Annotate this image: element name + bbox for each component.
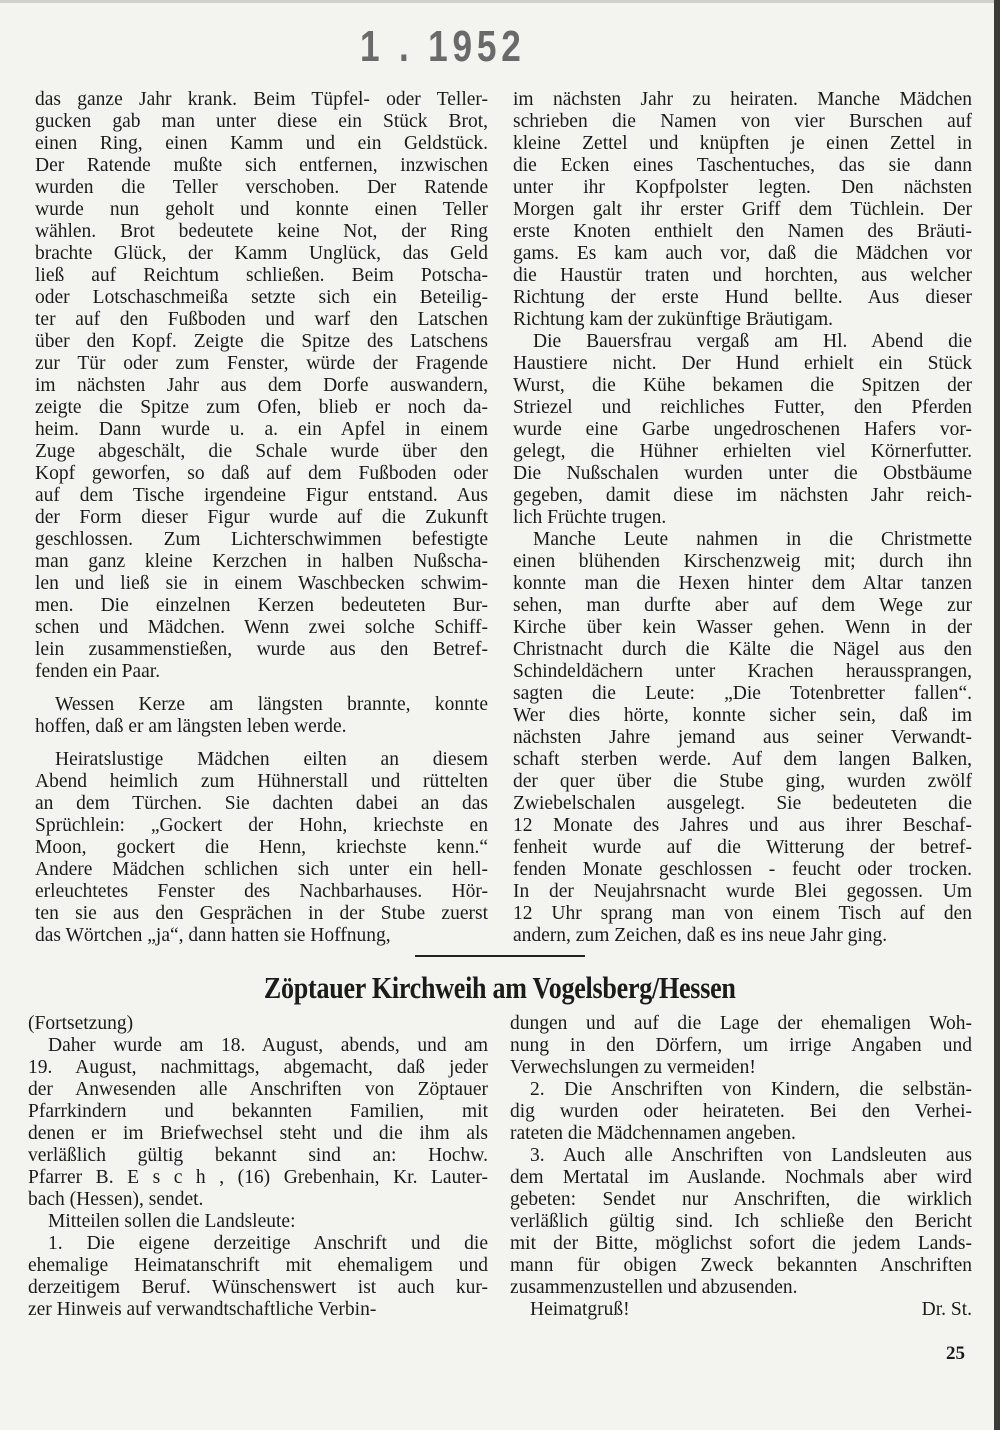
text-line: Richtung der erste Hund bellte. Aus dieser: [513, 287, 972, 308]
text-line: einen blühenden Kirschenzweig mit; durch ihn: [513, 551, 972, 572]
text-line: fenden Monate geschlossen - feucht oder trocken.: [513, 859, 972, 880]
text-line: 12 Monate des Jahres und aus ihrer Beschaf-: [513, 815, 972, 836]
page-number: 25: [946, 1343, 965, 1364]
text-line: ten sie aus den Gesprächen in der Stube zuerst: [35, 903, 488, 924]
text-line: Morgen galt ihr erster Griff dem Tüchlein. Der: [513, 199, 972, 220]
text-line: lich Früchte trugen.: [513, 507, 667, 528]
text-line: schen und Mädchen. Wenn zwei solche Schiff-: [35, 617, 488, 638]
text-line: mit der Bitte, möglichst sofort die jedem Lands-: [510, 1233, 972, 1254]
text-line: Zuge abgeschält, die Schale wurde über den: [35, 441, 488, 462]
text-line: nächsten Jahre jemand aus seiner Verwandt-: [513, 727, 972, 748]
text-line: gegeben, damit diese im nächsten Jahr reich-: [513, 485, 972, 506]
text-line: sehen, man durfte aber auf dem Wege zur: [513, 595, 972, 616]
text-line: dig wurden oder heirateten. Bei den Verhei-: [510, 1101, 972, 1122]
text-line: schrieben die Namen von vier Burschen auf: [513, 111, 972, 132]
paragraph: [35, 749, 488, 947]
text-line: sagten die Leute: „Die Totenbretter fallen“.: [513, 683, 972, 704]
text-line: Die Nußschalen wurden unter die Obstbäume: [513, 463, 972, 484]
text-line: dungen und auf die Lage der ehemaligen Woh-: [510, 1013, 972, 1034]
text-line: dem Mertatal im Auslande. Nochmals aber wird: [510, 1167, 972, 1188]
text-line: Kopf geworfen, so daß auf dem Fußboden oder: [35, 463, 488, 484]
text-line: Haustiere nicht. Der Hund erhielt ein Stück: [513, 353, 972, 374]
text-line: konnte man die Hexen hinter dem Altar tanzen: [513, 573, 972, 594]
text-line: Zwiebelschalen ausgelegt. Sie bedeuteten die: [513, 793, 972, 814]
text-line: gams. Es kam auch vor, daß die Mädchen vor: [513, 243, 972, 264]
text-line: len und ließ sie in einem Waschbecken schwim-: [35, 573, 488, 594]
page-right-edge: [994, 0, 1000, 1430]
text-line: Wurst, die Kühe bekamen die Spitzen der: [513, 375, 972, 396]
text-line: denen er im Briefwechsel steht und die ihm als: [28, 1123, 488, 1144]
text-line: Richtung kam der zukünftige Bräutigam.: [513, 309, 834, 330]
paragraph: [510, 1145, 972, 1299]
text-line: Sprüchlein: „Gockert der Hohn, kriechste en: [35, 815, 488, 836]
text-line: erste Knoten enthielt den Namen des Bräuti-: [513, 221, 972, 242]
text-line: geschlossen. Zum Lichterschwimmen befestigte: [35, 529, 488, 550]
article-title-wrap: [0, 970, 1000, 1006]
text-line: rateten die Mädchennamen angeben.: [510, 1123, 796, 1144]
text-line: ehemalige Heimatanschrift mit ehemaligem und: [28, 1255, 488, 1276]
text-line: andern, zum Zeichen, daß es ins neue Jahr ging.: [513, 925, 888, 946]
text-line: (Fortsetzung): [28, 1013, 134, 1034]
text-line: Andere Mädchen schlichen sich unter ein hell-: [35, 859, 488, 880]
signoff-author: Dr. St.: [921, 1299, 972, 1320]
text-line: fenheit wurde auf die Witterung der betref-: [513, 837, 972, 858]
text-line: Moon, gockert die Henn, kriechste kenn.“: [35, 837, 488, 858]
text-line: zeigte die Spitze zum Ofen, blieb er noch da-: [35, 397, 488, 418]
text-line: unter ihr Kopfpolster legten. Den nächsten: [513, 177, 972, 198]
text-line: die Ecken eines Taschentuches, das sie dann: [513, 155, 972, 176]
text-line: Abend heimlich zum Hühnerstall und rüttelten: [35, 771, 488, 792]
text-line: 2. Die Anschriften von Kindern, die selbstän-: [530, 1079, 972, 1100]
article-left-column: [28, 1013, 488, 1321]
paragraph: [513, 331, 972, 529]
paragraph: [513, 89, 972, 331]
text-line: Wer dies hörte, konnte sicher sein, daß im: [513, 705, 972, 726]
text-line: Der Ratende mußte sich entfernen, inzwischen: [35, 155, 488, 176]
text-line: gucken gab man unter diese ein Stück Brot,: [35, 111, 488, 132]
text-line: gelegt, die Hühner erhielten viel Körnerfutter.: [513, 441, 972, 462]
article-right-column: [510, 1013, 972, 1321]
paragraph: [28, 1013, 488, 1035]
text-line: gebeten: Sendet nur Anschriften, die wirklich: [510, 1189, 972, 1210]
text-line: an dem Türchen. Sie dachten dabei an das: [35, 793, 488, 814]
paragraph: [28, 1211, 488, 1233]
text-line: ter auf den Fußboden und warf den Latschen: [35, 309, 488, 330]
text-line: Pfarrer B. E s c h , (16) Grebenhain, Kr. Lauter-: [28, 1167, 488, 1188]
text-line: Daher wurde am 18. August, abends, und am: [48, 1035, 488, 1056]
section-divider: [415, 955, 585, 957]
text-line: der Form dieser Figur wurde auf die Zukunft: [35, 507, 488, 528]
text-line: wählen. Brot bedeutete keine Not, der Ring: [35, 221, 488, 242]
date-stamp: 1 . 1952: [360, 22, 526, 71]
text-line: fenden ein Paar.: [35, 661, 161, 682]
paragraph: [35, 694, 488, 738]
text-line: oder Lotschaschmeißa setzte sich ein Beteilig-: [35, 287, 488, 308]
text-line: derzeitigem Beruf. Wünschenswert ist auch kur-: [28, 1277, 488, 1298]
text-line: lein zusammenstießen, wurde aus den Betref-: [35, 639, 488, 660]
text-line: 3. Auch alle Anschriften von Landsleuten aus: [530, 1145, 972, 1166]
text-line: Christnacht durch die Kälte die Nägel aus den: [513, 639, 972, 660]
text-line: bach (Hessen), sendet.: [28, 1189, 204, 1210]
text-line: Manche Leute nahmen in die Christmette: [533, 529, 972, 550]
text-line: In der Neujahrsnacht wurde Blei gegossen. Um: [513, 881, 972, 902]
text-line: der Anwesenden alle Anschriften von Zöptauer: [28, 1079, 488, 1100]
text-line: hoffen, daß er am längsten leben werde.: [35, 716, 347, 737]
text-line: die Haustür traten und horchten, aus welcher: [513, 265, 972, 286]
text-line: nung in den Dörfern, um irrige Angaben und: [510, 1035, 972, 1056]
top-left-column: [35, 89, 488, 947]
text-line: zusammenzustellen und abzusenden.: [510, 1277, 798, 1298]
text-line: Wessen Kerze am längsten brannte, konnte: [55, 694, 488, 715]
text-line: Mitteilen sollen die Landsleute:: [48, 1211, 296, 1232]
paragraph: [513, 529, 972, 947]
text-line: im nächsten Jahr aus dem Dorfe auswandern,: [35, 375, 488, 396]
text-line: schaft sterben werde. Auf dem langen Balken,: [513, 749, 972, 770]
text-line: kleine Zettel und knüpften je einen Zettel in: [513, 133, 972, 154]
text-line: men. Die einzelnen Kerzen bedeuteten Bur-: [35, 595, 488, 616]
text-line: wurde eine Garbe ungedroschenen Hafers vor-: [513, 419, 972, 440]
signoff-greeting: Heimatgruß!: [530, 1299, 630, 1320]
signoff: [510, 1299, 972, 1321]
text-line: brachte Glück, der Kamm Unglück, das Geld: [35, 243, 488, 264]
text-line: im nächsten Jahr zu heiraten. Manche Mädchen: [513, 89, 972, 110]
text-line: über den Kopf. Zeigte die Spitze des Latschens: [35, 331, 488, 352]
top-right-column: [513, 89, 972, 947]
text-line: zur Tür oder zum Fenster, würde der Fragende: [35, 353, 488, 374]
text-line: heim. Dann wurde u. a. ein Apfel in einem: [35, 419, 488, 440]
text-line: das ganze Jahr krank. Beim Tüpfel- oder Teller-: [35, 89, 488, 110]
text-line: 12 Uhr sprang man von einem Tisch auf den: [513, 903, 972, 924]
text-line: 19. August, nachmittags, abgemacht, daß jeder: [28, 1057, 488, 1078]
text-line: Verwechslungen zu vermeiden!: [510, 1057, 756, 1078]
text-line: 1. Die eigene derzeitige Anschrift und die: [48, 1233, 488, 1254]
text-line: der quer über die Stube ging, wurden zwölf: [513, 771, 972, 792]
text-line: ließ auf Reichtum schließen. Beim Potscha-: [35, 265, 488, 286]
text-line: Heiratslustige Mädchen eilten an diesem: [55, 749, 488, 770]
paragraph: [28, 1233, 488, 1321]
text-line: das Wörtchen „ja“, dann hatten sie Hoffnung,: [35, 925, 391, 946]
text-line: verläßlich gültig bekannt sind an: Hochw.: [28, 1145, 488, 1166]
text-line: Schindeldächern unter Krachen heraussprangen,: [513, 661, 972, 682]
paragraph: [510, 1079, 972, 1145]
paragraph: [28, 1035, 488, 1211]
text-line: Die Bauersfrau vergaß am Hl. Abend die: [533, 331, 972, 352]
text-line: einen Ring, einen Kamm und ein Geldstück.: [35, 133, 488, 154]
paragraph: [510, 1013, 972, 1079]
text-line: Pfarrkindern und bekannten Familien, mit: [28, 1101, 488, 1122]
paragraph: [35, 89, 488, 683]
text-line: erleuchtetes Fenster des Nachbarhauses. Hör-: [35, 881, 488, 902]
text-line: verläßlich gültig sind. Ich schließe den Bericht: [510, 1211, 972, 1232]
text-line: zer Hinweis auf verwandtschaftliche Verbin-: [28, 1299, 377, 1320]
text-line: Kirche über kein Wasser gehen. Wenn in der: [513, 617, 972, 638]
text-line: Striezel und reichliches Futter, den Pferden: [513, 397, 972, 418]
article-title: Zöptauer Kirchweih am Vogelsberg/Hessen: [264, 970, 736, 1005]
page-top-edge: [0, 0, 1000, 3]
text-line: man ganz kleine Kerzchen in halben Nußscha-: [35, 551, 488, 572]
text-line: wurden die Teller verschoben. Der Ratende: [35, 177, 488, 198]
text-line: wurde nun geholt und konnte einen Teller: [35, 199, 488, 220]
text-line: auf dem Tische irgendeine Figur entstand. Aus: [35, 485, 488, 506]
text-line: mann für obigen Zweck bekannten Anschriften: [510, 1255, 972, 1276]
